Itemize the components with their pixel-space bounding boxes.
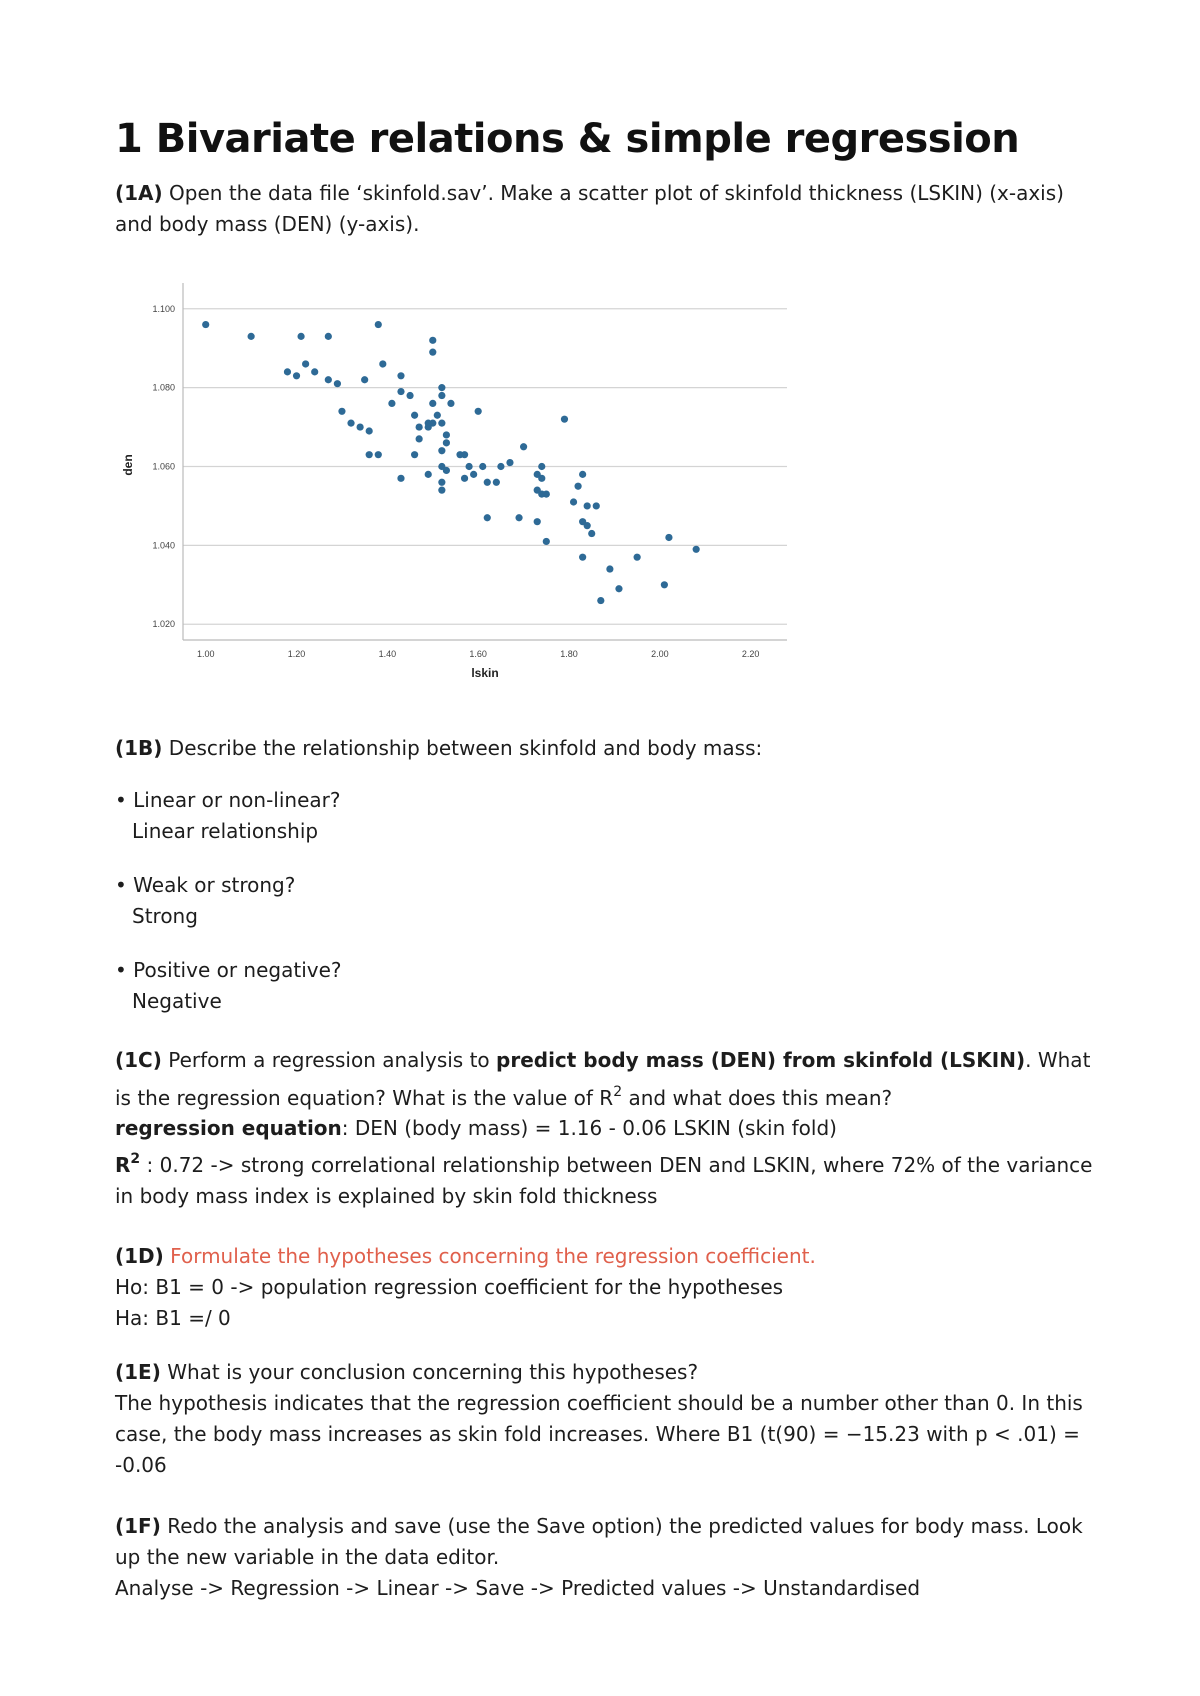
equation-label: regression equation [115, 1116, 342, 1140]
data-point [443, 431, 450, 438]
data-point [425, 423, 432, 430]
data-point [297, 333, 304, 340]
list-question: Weak or strong? [126, 873, 296, 897]
x-tick-label: 1.40 [378, 649, 397, 659]
data-point [366, 427, 373, 434]
x-tick-label: 1.80 [560, 649, 578, 659]
section-title: 1 Bivariate relations & simple regression [115, 116, 1020, 162]
data-point [574, 483, 581, 490]
data-point [475, 408, 482, 415]
r-squared-answer [115, 1150, 1095, 1212]
data-point [470, 471, 477, 478]
data-point [429, 337, 436, 344]
data-point [443, 439, 450, 446]
data-point [311, 368, 318, 375]
data-point [347, 420, 354, 427]
data-point [438, 420, 445, 427]
y-tick-labels [152, 304, 175, 629]
data-point [438, 447, 445, 454]
question-text: Describe the relationship between skinfold and body mass: [162, 736, 763, 760]
question-tag: (1C) [115, 1048, 162, 1072]
bullet-mark: • [115, 958, 127, 982]
question-1f [115, 1511, 1095, 1573]
data-point [584, 502, 591, 509]
data-point [388, 400, 395, 407]
list-question: Positive or negative? [126, 958, 342, 982]
data-point [579, 471, 586, 478]
null-hypothesis: Ho: B1 = 0 -> population regression coefficient for the hypotheses [115, 1275, 784, 1299]
question-text: Perform a regression analysis to [161, 1048, 497, 1072]
data-point [520, 443, 527, 450]
data-point [461, 451, 468, 458]
data-point [429, 400, 436, 407]
data-point [693, 546, 700, 553]
x-tick-label: 1.20 [287, 649, 306, 659]
x-tick-labels [197, 649, 759, 659]
data-point [561, 416, 568, 423]
data-point [334, 380, 341, 387]
list-item [115, 870, 295, 932]
data-point [443, 467, 450, 474]
data-point [429, 349, 436, 356]
r2-text: : 0.72 -> strong correlational relationship between DEN and LSKIN, where 72% of the variance in body mass index is explained by skin fold thickness [115, 1153, 1093, 1208]
data-point [416, 423, 423, 430]
data-point [406, 392, 413, 399]
list-item [115, 955, 342, 1017]
regression-equation [115, 1113, 1095, 1144]
data-point [661, 581, 668, 588]
list-answer: Negative [132, 989, 222, 1013]
data-point [379, 360, 386, 367]
data-point [293, 372, 300, 379]
data-point [434, 412, 441, 419]
data-point [588, 530, 595, 537]
data-point [438, 392, 445, 399]
data-point [447, 400, 454, 407]
x-axis-label: lskin [471, 666, 499, 680]
question-1b [115, 733, 1095, 764]
data-point [479, 463, 486, 470]
data-point [411, 451, 418, 458]
question-tag: (1D) [115, 1244, 164, 1268]
list-question: Linear or non-linear? [126, 788, 341, 812]
data-point [397, 475, 404, 482]
list-item [115, 785, 340, 847]
data-point [357, 423, 364, 430]
r2-superscript: 2 [130, 1151, 141, 1167]
bullet-mark: • [115, 788, 127, 812]
data-point [361, 376, 368, 383]
data-point [325, 333, 332, 340]
superscript: 2 [613, 1084, 623, 1100]
data-point [411, 412, 418, 419]
data-point [615, 585, 622, 592]
scatter-plot [115, 275, 815, 695]
y-tick-label: 1.040 [152, 540, 175, 551]
data-point [606, 565, 613, 572]
data-point [438, 384, 445, 391]
data-point [416, 435, 423, 442]
question-text: Formulate the hypotheses concerning the regression coefficient. [163, 1244, 816, 1268]
data-point [366, 451, 373, 458]
data-point [543, 538, 550, 545]
question-text: Open the data file ‘skinfold.sav’. Make a scatter plot of skinfold thickness (LSKIN) (x-axis) and body mass (DEN) (y-axis). [115, 181, 1064, 236]
data-point [579, 554, 586, 561]
data-point [538, 475, 545, 482]
y-axis-label: den [121, 454, 135, 476]
data-point [515, 514, 522, 521]
question-tag: (1B) [115, 736, 163, 760]
x-tick-label: 2.20 [741, 649, 760, 659]
data-point [425, 471, 432, 478]
data-points [202, 321, 700, 604]
data-point [634, 554, 641, 561]
data-point [338, 408, 345, 415]
question-1d [115, 1241, 1095, 1272]
list-answer: Strong [132, 904, 198, 928]
question-text: Redo the analysis and save (use the Save option) the predicted values for body mass. Look up the new variable in the data editor. [115, 1514, 1083, 1569]
data-point [570, 498, 577, 505]
data-point [325, 376, 332, 383]
data-point [397, 372, 404, 379]
data-point [534, 518, 541, 525]
data-point [375, 451, 382, 458]
data-point [538, 463, 545, 470]
question-tag: (1A) [115, 181, 163, 205]
data-point [438, 479, 445, 486]
data-point [466, 463, 473, 470]
question-text-end: and what does this mean? [622, 1086, 893, 1110]
data-point [538, 491, 545, 498]
y-tick-label: 1.100 [152, 303, 175, 314]
data-point [593, 502, 600, 509]
question-tag: (1F) [115, 1514, 161, 1538]
x-tick-label: 1.60 [469, 649, 487, 659]
data-point [597, 597, 604, 604]
data-point [484, 514, 491, 521]
data-point [397, 388, 404, 395]
answer-1f: Analyse -> Regression -> Linear -> Save -> Predicted values -> Unstandardised [115, 1576, 921, 1600]
data-point [584, 522, 591, 529]
question-text-cont: . What is the regression equation? What is the value of R [115, 1048, 1091, 1110]
equation-text: : DEN (body mass) = 1.16 - 0.06 LSKIN (skin fold) [341, 1116, 837, 1140]
question-1a [115, 178, 1095, 240]
y-tick-label: 1.020 [152, 619, 175, 630]
answer-1e: The hypothesis indicates that the regression coefficient should be a number other than 0. In this case, the body mass increases as skin fold increases. Where B1 (t(90) = −15.23 with p < .01) = -0.06 [115, 1391, 1083, 1477]
question-1c [115, 1041, 1095, 1117]
data-point [506, 459, 513, 466]
question-1e [115, 1357, 1095, 1388]
data-point [665, 534, 672, 541]
data-point [493, 479, 500, 486]
y-tick-label: 1.080 [152, 382, 175, 393]
y-tick-label: 1.060 [152, 461, 175, 472]
data-point [375, 321, 382, 328]
bullet-mark: • [115, 873, 127, 897]
data-point [248, 333, 255, 340]
data-point [497, 463, 504, 470]
data-point [284, 368, 291, 375]
list-answer: Linear relationship [132, 819, 319, 843]
r2-label: R [115, 1153, 131, 1177]
question-text: What is your conclusion concerning this hypotheses? [160, 1360, 699, 1384]
data-point [438, 487, 445, 494]
question-emphasis: predict body mass (DEN) from skinfold (LSKIN) [496, 1048, 1026, 1072]
x-tick-label: 1.00 [196, 649, 215, 659]
x-tick-label: 2.00 [651, 649, 669, 659]
data-point [484, 479, 491, 486]
question-tag: (1E) [115, 1360, 161, 1384]
data-point [202, 321, 209, 328]
data-point [461, 475, 468, 482]
axes [183, 283, 787, 640]
data-point [302, 360, 309, 367]
alt-hypothesis: Ha: B1 =/ 0 [115, 1306, 231, 1330]
